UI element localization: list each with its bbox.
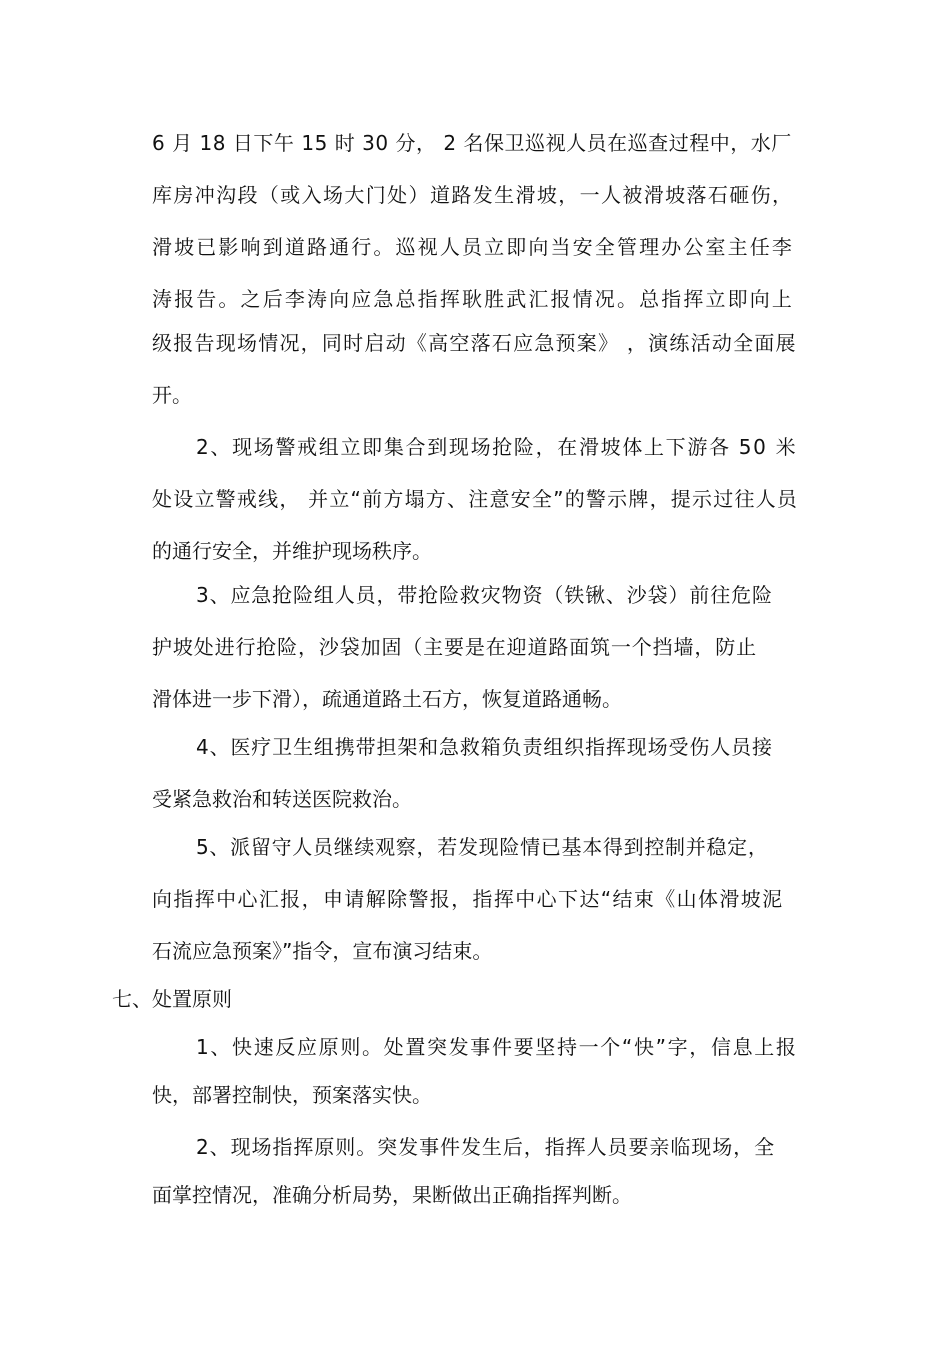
section-heading: 七、处置原则 (112, 987, 232, 1011)
text-line: 1、快速反应原则。处置突发事件要坚持一个“快”字，信息上报 (196, 1035, 798, 1059)
text-line: 库房冲沟段（或入场大门处）道路发生滑坡，一人被滑坡落石砸伤， (152, 183, 794, 207)
text-line: 向指挥中心汇报，申请解除警报，指挥中心下达“结束《山体滑坡泥 (152, 887, 784, 911)
text-line: 涛报告。之后李涛向应急总指挥耿胜武汇报情况。总指挥立即向上 (152, 287, 795, 311)
text-line: 滑坡已影响到道路通行。巡视人员立即向当安全管理办公室主任李 (152, 235, 795, 259)
text-line: 2、现场指挥原则。突发事件发生后，指挥人员要亲临现场，全 (196, 1135, 776, 1159)
text-line: 滑体进一步下滑），疏通道路土石方，恢复道路通畅。 (152, 687, 622, 711)
text-line: 3、应急抢险组人员，带抢险救灾物资（铁锹、沙袋）前往危险 (196, 583, 773, 607)
text-line: 处设立警戒线， 并立“前方塌方、注意安全”的警示牌，提示过往人员 (152, 487, 799, 511)
text-line: 石流应急预案》”指令，宣布演习结束。 (152, 939, 493, 963)
text-line: 开。 (152, 383, 192, 407)
text-line: 6 月 18 日下午 15 时 30 分， 2 名保卫巡视人员在巡查过程中，水厂 (152, 131, 792, 155)
text-line: 快，部署控制快，预案落实快。 (152, 1083, 432, 1107)
text-line: 受紧急救治和转送医院救治。 (152, 787, 412, 811)
text-line: 级报告现场情况，同时启动《高空落石应急预案》 ，演练活动全面展 (152, 331, 797, 355)
text-line: 2、现场警戒组立即集合到现场抢险，在滑坡体上下游各 50 米 (196, 435, 798, 459)
text-line: 护坡处进行抢险，沙袋加固（主要是在迎道路面筑一个挡墙，防止 (152, 635, 757, 659)
text-line: 的通行安全，并维护现场秩序。 (152, 539, 432, 563)
text-line: 4、医疗卫生组携带担架和急救箱负责组织指挥现场受伤人员接 (196, 735, 773, 759)
text-line: 5、派留守人员继续观察，若发现险情已基本得到控制并稳定， (196, 835, 769, 859)
text-line: 面掌控情况，准确分析局势，果断做出正确指挥判断。 (152, 1183, 632, 1207)
